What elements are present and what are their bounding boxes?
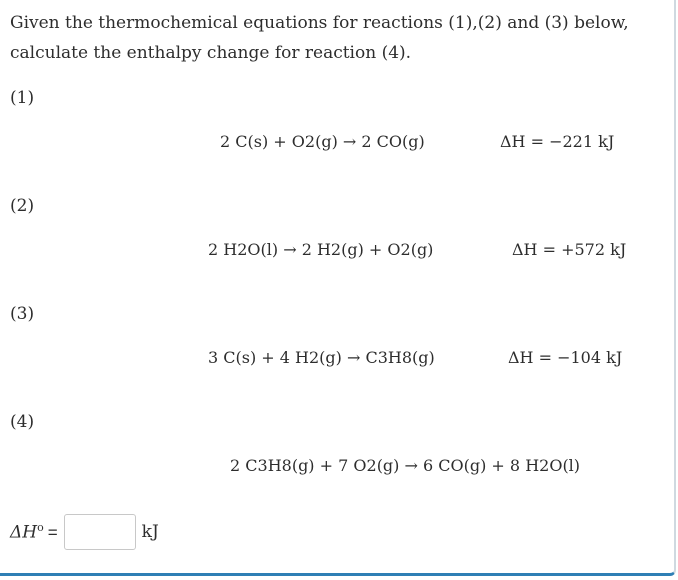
reaction-2-label: (2)	[10, 196, 35, 216]
reaction-1-enthalpy: ΔH = −221 kJ	[500, 132, 615, 151]
delta-h-symbol: ΔH	[10, 522, 38, 543]
unit-label: kJ	[141, 522, 159, 542]
standard-state-superscript: o	[37, 521, 44, 535]
reaction-2-enthalpy: ΔH = +572 kJ	[512, 240, 627, 259]
answer-row	[10, 513, 159, 551]
delta-h-label	[10, 521, 58, 543]
reaction-3-equation: 3 C(s) + 4 H2(g) → C3H8(g)	[208, 348, 435, 367]
reaction-3-enthalpy: ΔH = −104 kJ	[508, 348, 623, 367]
enthalpy-answer-input[interactable]	[64, 514, 136, 550]
question-text: Given the thermochemical equations for reactions (1),(2) and (3) below, calculate the enthalpy change for reaction (4).	[10, 13, 629, 63]
reaction-2-equation: 2 H2O(l) → 2 H2(g) + O2(g)	[208, 240, 434, 259]
reaction-4-label: (4)	[10, 412, 35, 432]
reaction-3-label: (3)	[10, 304, 35, 324]
reaction-1-equation: 2 C(s) + O2(g) → 2 CO(g)	[220, 132, 425, 151]
reaction-4-equation: 2 C3H8(g) + 7 O2(g) → 6 CO(g) + 8 H2O(l)	[230, 456, 581, 475]
reaction-1-label: (1)	[10, 88, 35, 108]
equals-sign: =	[47, 522, 58, 542]
